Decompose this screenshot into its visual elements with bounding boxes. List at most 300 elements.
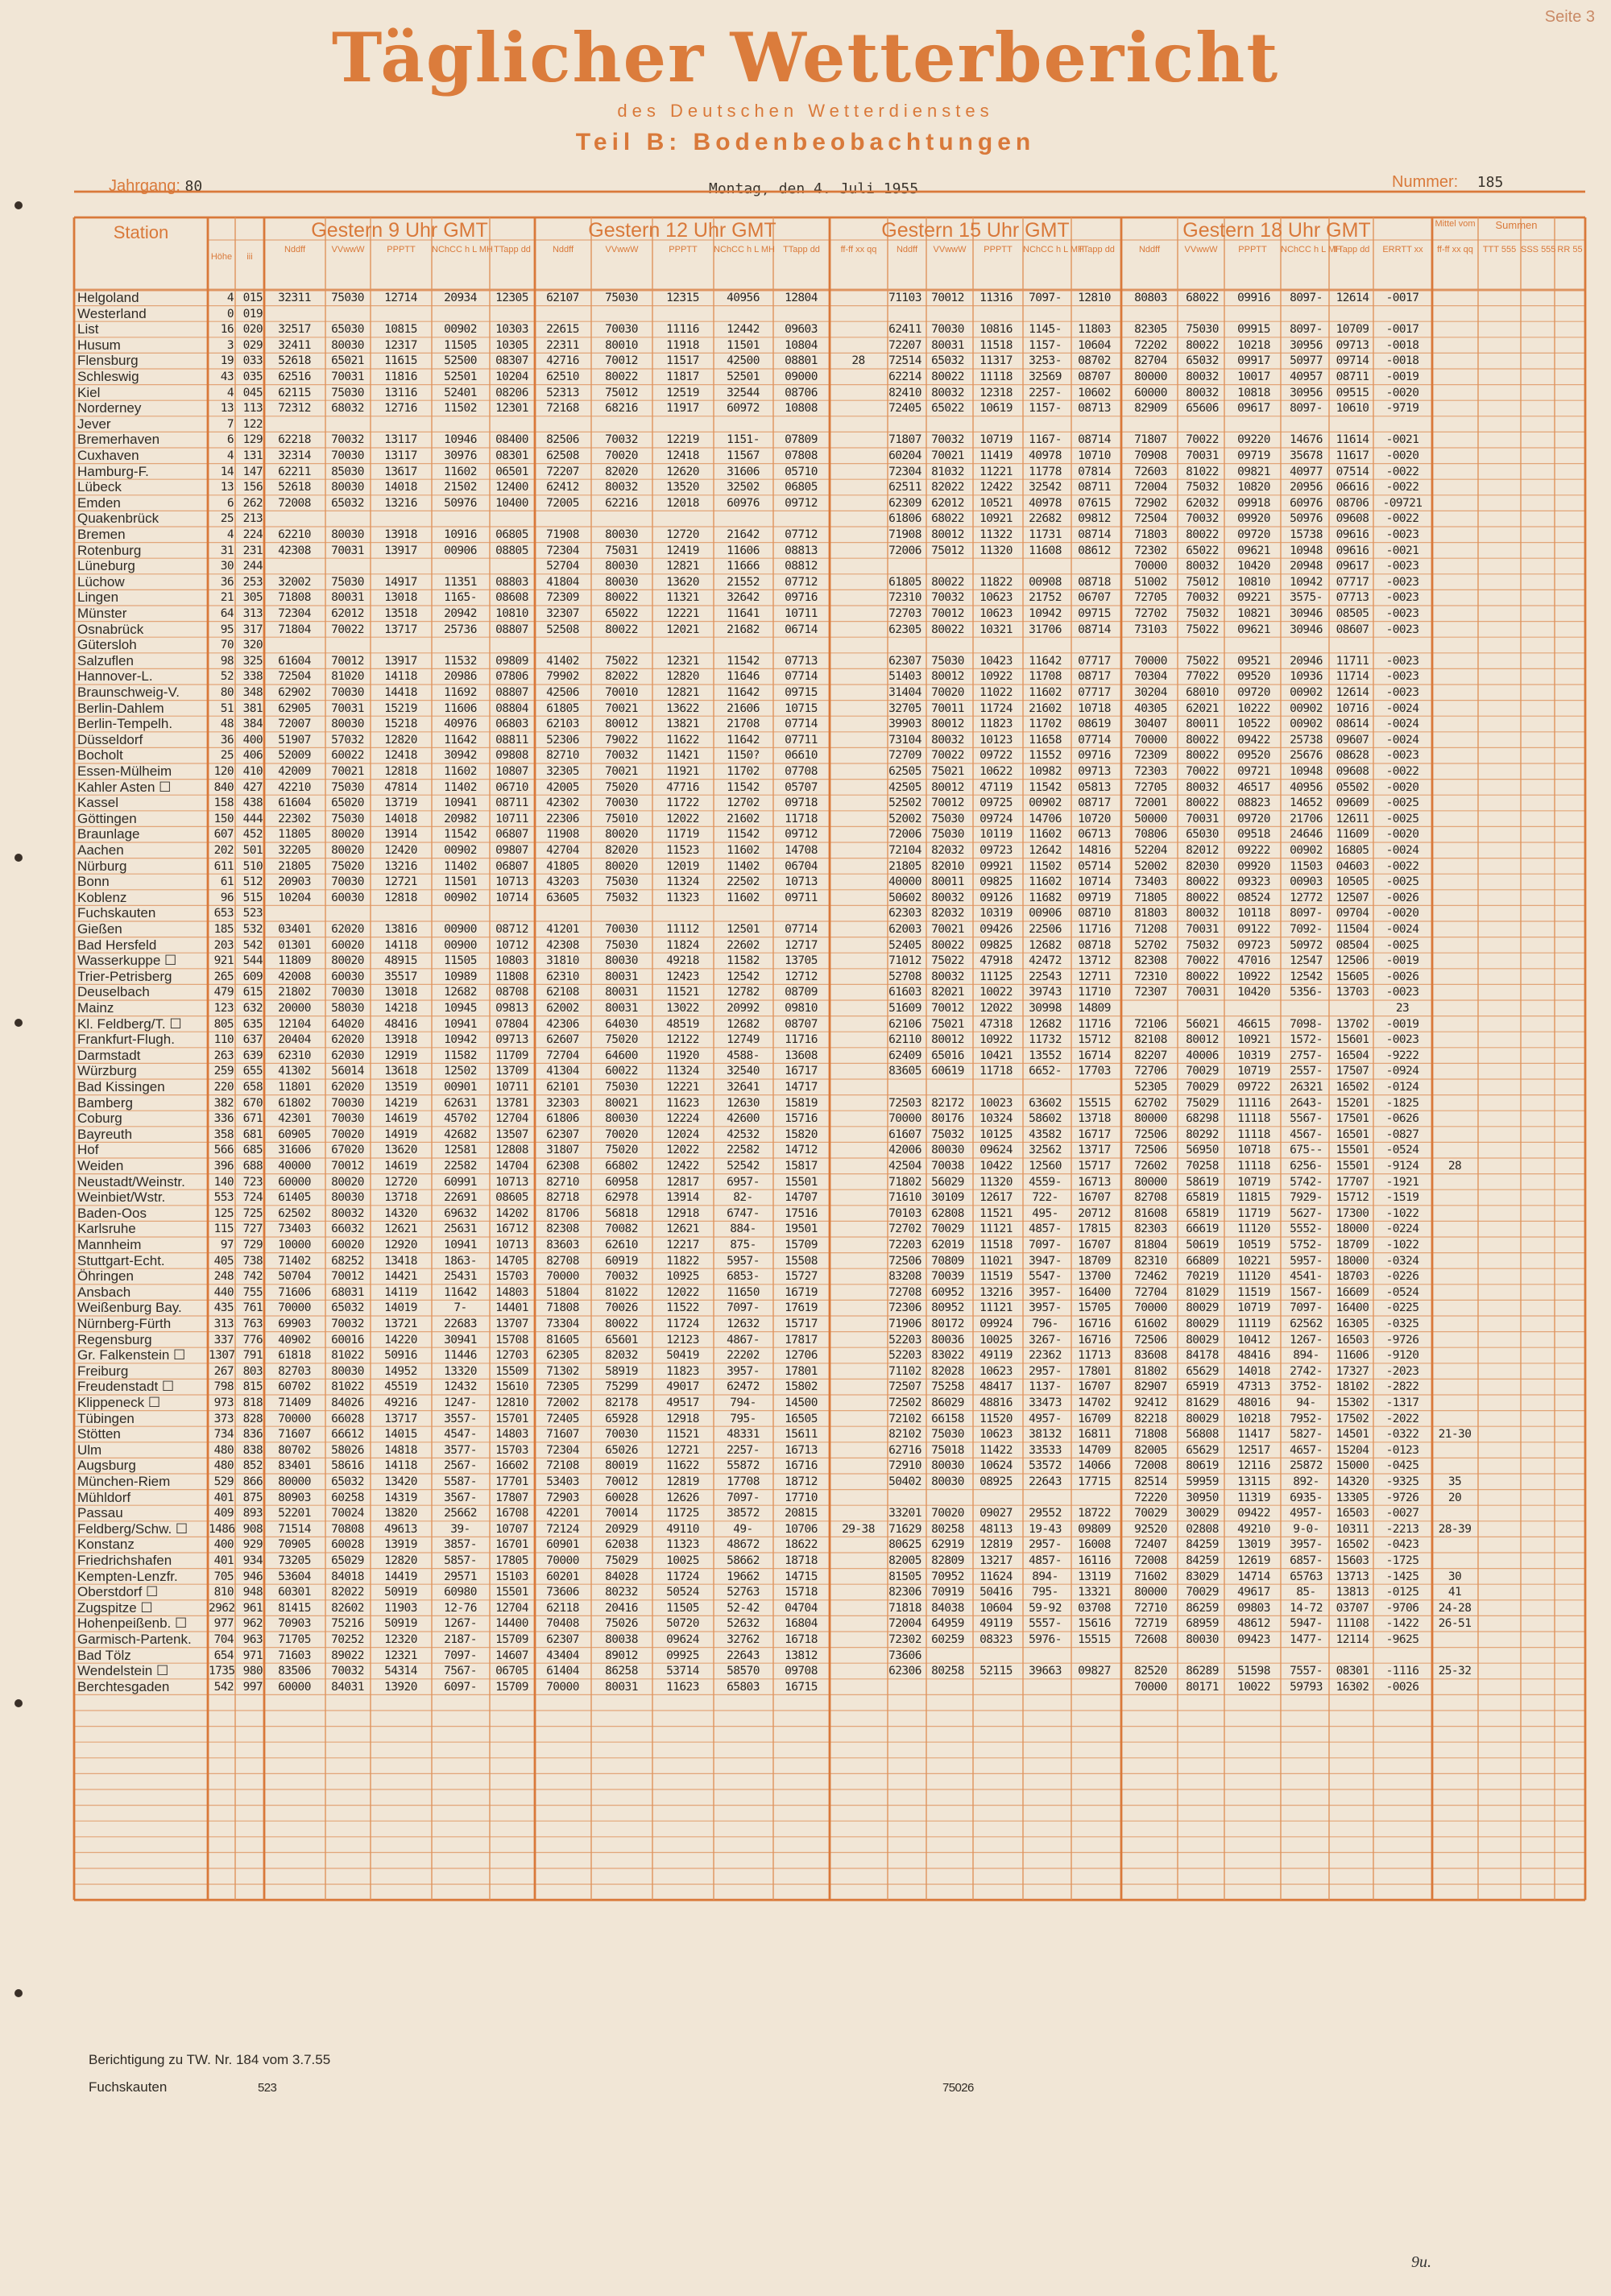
obs-15-4: 16008	[1078, 1538, 1111, 1552]
obs-15-4: 11710	[1078, 986, 1111, 999]
obs-12-0: 71908	[546, 528, 579, 541]
station-name: Passau	[77, 1505, 123, 1521]
obs-15-0: 72304	[888, 465, 921, 478]
station-name: Münster	[77, 606, 127, 621]
obs-18-1: 80022	[1186, 733, 1219, 747]
obs-12-1: 70030	[605, 1428, 638, 1442]
station-id: 632	[242, 1002, 263, 1015]
obs-09-1: 60016	[331, 1333, 364, 1347]
station-id: 019	[242, 307, 263, 321]
obs-09-4: 12704	[495, 1112, 528, 1126]
seite-label: Seite 3	[1544, 8, 1595, 26]
obs-18-3: 7098-	[1290, 1017, 1323, 1031]
obs-09-4: 06807	[495, 859, 528, 873]
station-height: 96	[220, 891, 234, 904]
obs-18-2: 10412	[1237, 1333, 1270, 1347]
obs-12-3: 62472	[727, 1380, 760, 1394]
obs-18-3: 10948	[1290, 765, 1323, 778]
obs-18-1: 80171	[1186, 1680, 1219, 1694]
header-group-3: Gestern 18 Uhr GMT	[1182, 219, 1371, 242]
obs-12-4: 17801	[785, 1364, 818, 1378]
obs-18-3: 5957-	[1290, 1254, 1323, 1268]
obs-15-0: 70103	[888, 1206, 921, 1220]
obs-18-1: 70032	[1186, 512, 1219, 526]
obs-18-2: 11319	[1237, 1491, 1270, 1504]
obs-12-1: 68216	[605, 402, 638, 416]
obs-15-0: 62003	[888, 923, 921, 936]
obs-18-4: 11504	[1336, 923, 1369, 936]
obs-18-2: 10922	[1237, 970, 1270, 983]
obs-15-4: 16714	[1078, 1049, 1111, 1062]
obs-12-1: 70012	[605, 1475, 638, 1488]
table-row	[0, 763, 1611, 780]
part-title: Teil B: Bodenbeobachtungen	[575, 129, 1036, 155]
obs-18-1: 70029	[1186, 1065, 1219, 1078]
obs-15-0: 62303	[888, 907, 921, 920]
obs-12-4: 12717	[785, 938, 818, 952]
obs-12-2: 11724	[666, 1318, 699, 1330]
obs-18-4: 08505	[1336, 607, 1369, 620]
obs-09-3: 00900	[444, 938, 477, 952]
obs-12-3: 7097-	[727, 1491, 760, 1504]
obs-09-3: 1247-	[444, 1396, 477, 1409]
table-row	[0, 290, 1611, 306]
obs-12-3: 42600	[727, 1112, 760, 1126]
obs-18-2: 09621	[1237, 544, 1270, 557]
station-name: Lingen	[77, 590, 119, 606]
obs-18-4: 17300	[1336, 1206, 1369, 1220]
obs-18-0: 71803	[1134, 528, 1167, 541]
station-id: 738	[242, 1254, 263, 1268]
obs-15-3: 40978	[1029, 449, 1062, 462]
obs-09-3: 3857-	[444, 1538, 477, 1552]
obs-09-0: 03401	[278, 923, 311, 936]
station-height: 440	[213, 1285, 234, 1299]
obs-09-2: 13918	[384, 1033, 417, 1047]
obs-18-4: 09714	[1336, 354, 1369, 368]
obs-18-errtt: -0225	[1385, 1301, 1419, 1315]
obs-18-1: 80022	[1186, 970, 1219, 983]
obs-12-0: 52306	[546, 733, 579, 747]
obs-15-1: 70952	[931, 1570, 964, 1583]
obs-09-2: 13919	[384, 1538, 417, 1552]
obs-12-1: 82020	[605, 465, 638, 478]
obs-09-0: 83506	[278, 1665, 311, 1678]
obs-09-0: 71402	[278, 1254, 311, 1268]
station-id: 122	[242, 417, 263, 431]
obs-12-0: 71607	[546, 1428, 579, 1442]
obs-15-4: 09809	[1078, 1522, 1111, 1536]
obs-15-3: 11702	[1029, 718, 1062, 731]
obs-18-1: 80032	[1186, 780, 1219, 794]
obs-15-3: 53572	[1029, 1459, 1062, 1473]
obs-09-1: 80030	[331, 1191, 364, 1205]
station-id: 971	[242, 1649, 263, 1662]
obs-09-2: 48416	[384, 1017, 417, 1031]
obs-12-1: 62038	[605, 1538, 638, 1552]
obs-09-4: 15701	[495, 1412, 528, 1425]
obs-09-3: 52501	[444, 370, 477, 383]
obs-18-3: 3575-	[1290, 591, 1323, 605]
obs-18-0: 80000	[1134, 1112, 1167, 1126]
obs-12-1: 80030	[605, 575, 638, 589]
obs-09-2: 13718	[384, 1191, 417, 1205]
obs-12-3: 7097-	[727, 1301, 760, 1315]
obs-09-3: 12432	[444, 1380, 477, 1394]
obs-12-3: 2257-	[727, 1443, 760, 1457]
obs-09-3: 3557-	[444, 1412, 477, 1425]
obs-09-4: 16708	[495, 1507, 528, 1520]
obs-18-4: 18709	[1336, 1239, 1369, 1251]
obs-12-0: 72304	[546, 1443, 579, 1457]
obs-12-1: 62216	[605, 496, 638, 510]
obs-15-1: 62808	[931, 1206, 964, 1220]
obs-18-1: 30950	[1186, 1491, 1219, 1504]
obs-15-0: 72506	[888, 1254, 921, 1268]
obs-09-3: 11602	[444, 465, 477, 478]
obs-15-3: 796-	[1032, 1318, 1058, 1330]
obs-15-1: 60952	[931, 1285, 964, 1299]
station-height: 202	[213, 844, 234, 857]
obs-12-2: 11116	[666, 323, 699, 337]
obs-15-1: 65016	[931, 1049, 964, 1062]
obs-15-0: 71103	[888, 292, 921, 304]
obs-15-0: 62409	[888, 1049, 921, 1062]
header-sub15-3: NChCC h L MH	[1023, 245, 1084, 254]
obs-18-1: 30029	[1186, 1507, 1219, 1520]
obs-09-4: 10713	[495, 1175, 528, 1189]
obs-15-1: 75021	[931, 765, 964, 778]
obs-18-1: 75022	[1186, 654, 1219, 668]
obs-09-4: 08708	[495, 986, 528, 999]
obs-18-errtt: -0020	[1385, 907, 1419, 920]
station-name: Nürburg	[77, 858, 127, 874]
obs-09-3: 1165-	[444, 591, 477, 605]
obs-15-4: 13700	[1078, 1270, 1111, 1284]
obs-18-3: 00902	[1290, 686, 1323, 699]
obs-15-2: 11419	[979, 449, 1013, 462]
obs-18-1: 82030	[1186, 859, 1219, 873]
obs-15-2: 49119	[979, 1617, 1013, 1631]
obs-12-0: 62103	[546, 718, 579, 731]
obs-12-1: 82032	[605, 1349, 638, 1363]
obs-15-2: 10119	[979, 828, 1013, 842]
obs-15-2: 10022	[979, 986, 1013, 999]
obs-15-1: 80172	[931, 1318, 964, 1330]
obs-15-4: 16707	[1078, 1239, 1111, 1251]
obs-18-0: 80000	[1134, 1586, 1167, 1599]
obs-18-0: 62702	[1134, 1096, 1167, 1110]
obs-12-2: 12918	[666, 1206, 699, 1220]
obs-09-3: 7097-	[444, 1649, 477, 1662]
obs-18-0: 70000	[1134, 654, 1167, 668]
obs-09-3: 30941	[444, 1333, 477, 1347]
table-row	[0, 953, 1611, 969]
station-height: 400	[213, 1538, 234, 1552]
station-height: 373	[213, 1412, 234, 1425]
obs-15-1: 70029	[931, 1222, 964, 1236]
obs-15-2: 11823	[979, 718, 1013, 731]
obs-12-0: 72005	[546, 496, 579, 510]
station-height: 115	[213, 1222, 234, 1236]
obs-09-2: 13216	[384, 496, 417, 510]
table-row	[0, 1206, 1611, 1222]
obs-18-3: 894-	[1293, 1349, 1319, 1363]
station-name: Bremen	[77, 527, 126, 542]
obs-09-3: 11402	[444, 780, 477, 794]
obs-15-2: 11221	[979, 465, 1013, 478]
obs-15-4: 14809	[1078, 1002, 1111, 1015]
obs-15-1: 65022	[931, 402, 964, 416]
obs-18-4: 16503	[1336, 1333, 1369, 1347]
obs-09-1: 80020	[331, 954, 364, 968]
obs-15-4: 08713	[1078, 402, 1111, 416]
obs-12-3: 4588-	[727, 1049, 760, 1062]
obs-09-4: 06807	[495, 828, 528, 842]
obs-12-3: 20992	[727, 1002, 760, 1015]
obs-15-4: 11716	[1078, 923, 1111, 936]
obs-12-1: 65928	[605, 1412, 638, 1425]
obs-18-2: 10218	[1237, 1412, 1270, 1425]
obs-15-0: 42505	[888, 780, 921, 794]
station-height: 4	[226, 292, 234, 304]
obs-18-errtt: -0020	[1385, 386, 1419, 399]
obs-12-4: 05710	[785, 465, 818, 478]
obs-15-2: 09426	[979, 923, 1013, 936]
obs-09-1: 80020	[331, 1175, 364, 1189]
header-sub18-5: ERRTT xx	[1382, 245, 1423, 254]
obs-18-errtt: -9124	[1385, 1160, 1419, 1173]
obs-09-4: 13781	[495, 1096, 528, 1110]
obs-18-2: 10221	[1237, 1254, 1270, 1268]
obs-09-1: 60258	[331, 1491, 364, 1504]
obs-15-1: 70809	[931, 1254, 964, 1268]
station-height: 409	[213, 1507, 234, 1520]
obs-18-2: 09422	[1237, 733, 1270, 747]
station-name: Lüneburg	[77, 558, 135, 574]
obs-18-errtt: -0026	[1385, 1680, 1419, 1694]
obs-18-1: 70219	[1186, 1270, 1219, 1284]
obs-15-2: 10604	[979, 1601, 1013, 1615]
station-height: 358	[213, 1127, 234, 1141]
obs-15-0: 72104	[888, 844, 921, 857]
obs-18-errtt: -0524	[1385, 1144, 1419, 1157]
obs-15-4: 16400	[1078, 1285, 1111, 1299]
obs-09-2: 12418	[384, 749, 417, 763]
obs-09-1: 62020	[331, 1033, 364, 1047]
obs-09-4: 14400	[495, 1617, 528, 1631]
obs-18-4: 16805	[1336, 844, 1369, 857]
obs-18-errtt: -0423	[1385, 1538, 1419, 1552]
station-name: Freudenstadt ☐	[77, 1379, 175, 1395]
obs-18-3: 7929-	[1290, 1191, 1323, 1205]
obs-12-0: 42306	[546, 1017, 579, 1031]
obs-12-2: 11321	[666, 591, 699, 605]
obs-09-2: 50919	[384, 1586, 417, 1599]
obs-15-3: 38132	[1029, 1428, 1062, 1442]
station-height: 977	[213, 1617, 234, 1631]
obs-18-1: 75022	[1186, 623, 1219, 636]
obs-09-4: 10713	[495, 875, 528, 889]
table-row	[0, 1505, 1611, 1521]
station-id: 838	[242, 1443, 263, 1457]
table-row	[0, 1584, 1611, 1600]
obs-15-2: 10421	[979, 1049, 1013, 1062]
table-row	[0, 921, 1611, 937]
obs-15-1: 80952	[931, 1301, 964, 1315]
station-id: 893	[242, 1507, 263, 1520]
obs-15-1: 80176	[931, 1112, 964, 1126]
obs-15-1: 80022	[931, 575, 964, 589]
station-name: Mühldorf	[77, 1489, 131, 1505]
station-name: Bad Tölz	[77, 1647, 131, 1663]
obs-09-3: 30942	[444, 749, 477, 763]
obs-18-3: 1567-	[1290, 1285, 1323, 1299]
obs-15-1: 75022	[931, 954, 964, 968]
obs-15-0: 72703	[888, 607, 921, 620]
obs-09-2: 14418	[384, 686, 417, 699]
obs-09-2: 14119	[384, 1285, 417, 1299]
station-name: Nürnberg-Fürth	[77, 1316, 172, 1331]
station-height: 7	[226, 417, 234, 431]
obs-18-0: 52002	[1134, 859, 1167, 873]
obs-09-2: 49613	[384, 1522, 417, 1536]
obs-12-2: 12621	[666, 1222, 699, 1236]
obs-09-2: 12420	[384, 844, 417, 857]
obs-09-3: 11642	[444, 733, 477, 747]
obs-09-3: 00902	[444, 323, 477, 337]
obs-12-3: 4867-	[727, 1333, 760, 1347]
station-name: Berlin-Dahlem	[77, 700, 164, 716]
obs-09-0: 32311	[278, 292, 311, 304]
obs-09-1: 58616	[331, 1459, 364, 1473]
header-sub18-6: ff-ff xx qq	[1437, 245, 1473, 254]
obs-15-4: 20712	[1078, 1206, 1111, 1220]
obs-15-2: 48417	[979, 1380, 1013, 1394]
obs-15-2: 11121	[979, 1301, 1013, 1315]
obs-15-1: 30109	[931, 1191, 964, 1205]
obs-15-4: 17715	[1078, 1475, 1111, 1488]
obs-09-4: 10711	[495, 1081, 528, 1094]
obs-12-3: 11542	[727, 780, 760, 794]
obs-09-0: 52618	[278, 481, 311, 494]
obs-12-2: 11817	[666, 370, 699, 383]
obs-12-3: 32540	[727, 1065, 760, 1078]
obs-15-0: 52002	[888, 812, 921, 825]
obs-15-1: 60259	[931, 1633, 964, 1646]
obs-18-1: 80029	[1186, 1333, 1219, 1347]
station-name: Neustadt/Weinstr.	[77, 1173, 185, 1189]
station-id: 742	[242, 1270, 263, 1284]
obs-18-3: 40956	[1290, 780, 1323, 794]
table-row	[0, 1600, 1611, 1616]
obs-15-0: 52203	[888, 1349, 921, 1363]
obs-12-4: 12706	[785, 1349, 818, 1363]
obs-18-4: 07717	[1336, 575, 1369, 589]
obs-15-2: 09723	[979, 844, 1013, 857]
obs-09-0: 10000	[278, 1239, 311, 1251]
station-id: 671	[242, 1112, 263, 1126]
table-row	[0, 622, 1611, 638]
station-name: Mannheim	[77, 1237, 142, 1252]
obs-15-1: 65032	[931, 354, 964, 368]
obs-09-3: 3577-	[444, 1443, 477, 1457]
station-name: Bocholt	[77, 747, 123, 763]
obs-09-4: 16701	[495, 1538, 528, 1552]
station-name: Hohenpeißenb. ☐	[77, 1615, 188, 1632]
obs-09-4: 06705	[495, 1665, 528, 1678]
obs-15-1: 80022	[931, 623, 964, 636]
obs-12-4: 16505	[785, 1412, 818, 1425]
obs-18-0: 80803	[1134, 292, 1167, 304]
obs-09-0: 83401	[278, 1459, 311, 1473]
obs-18-3: 3752-	[1290, 1380, 1323, 1394]
obs-09-3: 29571	[444, 1570, 477, 1583]
header-sub18-1: VVwwW	[1184, 245, 1218, 254]
station-name: Kempten-Lenzfr.	[77, 1568, 178, 1584]
obs-09-1: 70012	[331, 1160, 364, 1173]
obs-18-3: 7097-	[1290, 1301, 1323, 1315]
obs-12-4: 08812	[785, 560, 818, 573]
station-height: 19	[220, 354, 234, 368]
obs-18-4: 11617	[1336, 449, 1369, 462]
obs-15-2: 11518	[979, 1239, 1013, 1251]
obs-15-1: 82022	[931, 481, 964, 494]
obs-12-0: 82506	[546, 433, 579, 447]
obs-09-2: 14917	[384, 575, 417, 589]
obs-18-errtt: -0524	[1385, 1285, 1419, 1299]
obs-12-1: 75022	[605, 654, 638, 668]
obs-18-errtt: -0026	[1385, 891, 1419, 904]
obs-12-2: 12217	[666, 1239, 699, 1251]
table-row	[0, 1395, 1611, 1411]
obs-09-1: 60020	[331, 938, 364, 952]
obs-15-2: 11118	[979, 370, 1013, 383]
obs-15-2: 12318	[979, 386, 1013, 399]
station-name: Darmstadt	[77, 1047, 141, 1063]
obs-12-2: 12819	[666, 1475, 699, 1488]
obs-12-2: 12024	[666, 1127, 699, 1141]
obs-12-0: 41304	[546, 1065, 579, 1078]
obs-09-2: 50919	[384, 1617, 417, 1631]
obs-15-1: 62012	[931, 496, 964, 510]
obs-12-3: 21552	[727, 575, 760, 589]
obs-09-3: 22582	[444, 1160, 477, 1173]
station-name: Stuttgart-Echt.	[77, 1252, 165, 1268]
table-row	[0, 1127, 1611, 1143]
obs-18-1: 70022	[1186, 765, 1219, 778]
obs-15-2: 10422	[979, 1160, 1013, 1173]
table-row	[0, 795, 1611, 811]
obs-09-2: 12920	[384, 1239, 417, 1251]
obs-18-0: 72220	[1134, 1491, 1167, 1504]
obs-18-0: 81802	[1134, 1364, 1167, 1378]
obs-18-3: 30956	[1290, 338, 1323, 352]
table-row	[0, 1300, 1611, 1316]
obs-12-1: 64600	[605, 1049, 638, 1062]
obs-15-1: 80012	[931, 1033, 964, 1047]
obs-09-4: 08301	[495, 449, 528, 462]
station-height: 553	[213, 1191, 234, 1205]
obs-12-3: 32502	[727, 481, 760, 494]
obs-09-1: 68031	[331, 1285, 364, 1299]
header-sub15-1: VVwwW	[933, 245, 967, 254]
obs-09-2: 12818	[384, 891, 417, 904]
obs-18-errtt: -0025	[1385, 796, 1419, 810]
obs-12-4: 18718	[785, 1554, 818, 1567]
obs-09-1: 80032	[331, 1206, 364, 1220]
obs-09-2: 13617	[384, 465, 417, 478]
